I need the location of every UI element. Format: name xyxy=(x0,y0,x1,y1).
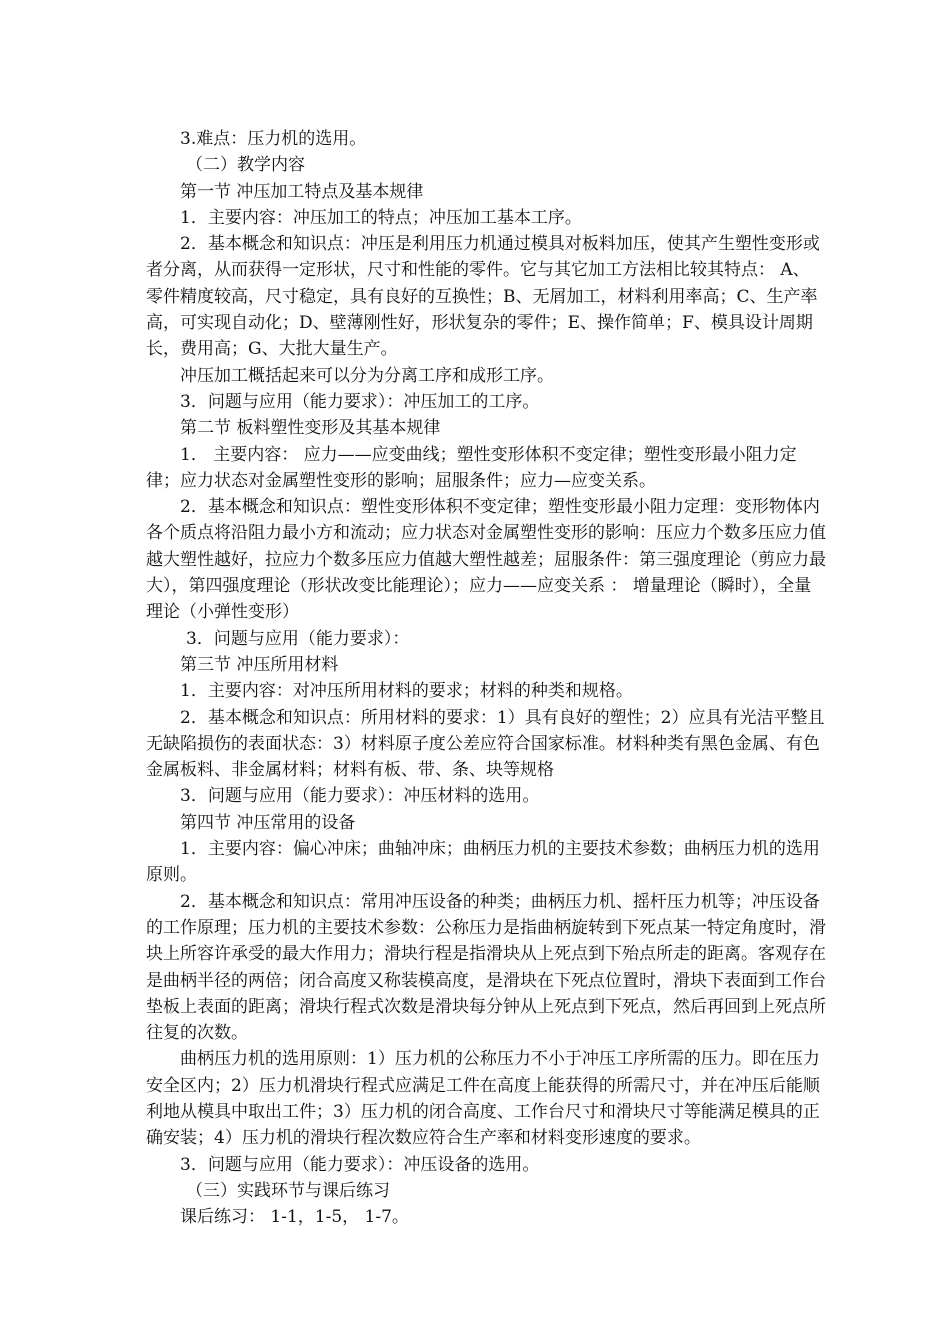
paragraph: 2．基本概念和知识点：所用材料的要求：1）具有良好的塑性；2）应具有光洁平整且无缺陷损伤的表面状态：3）材料原子度公差应符合国家标准。材料种类有黑色金属、有色金属板料、非金属材料；材料有板、带、条、块等规格 xyxy=(146,707,825,781)
paragraph: 3．问题与应用（能力要求）：冲压设备的选用。 xyxy=(180,1154,540,1175)
paragraph: 1．主要内容：冲压加工的特点；冲压加工基本工序。 xyxy=(180,207,582,228)
paragraph: 2．基本概念和知识点：常用冲压设备的种类；曲柄压力机、摇杆压力机等；冲压设备的工作原理；压力机的主要技术参数：公称压力是指曲柄旋转到下死点某一特定角度时，滑块上所容许承受的最大作用力；滑块行程是指滑块从上死点到下殆点所走的距离。客观存在是曲柄半径的两倍；闭合高度又称装模高度，是滑块在下死点位置时，滑块下表面到工作台垫板上表面的距离；滑块行程式次数是滑块每分钟从上死点到下死点，然后再回到上死点所往复的次数。 xyxy=(146,891,826,1044)
document-body xyxy=(146,126,826,1230)
paragraph: 2．基本概念和知识点：冲压是利用压力机通过模具对板料加压，使其产生塑性变形或者分离，从而获得一定形状，尺寸和性能的零件。它与其它加工方法相比较其特点： A、零件精度较高，尺寸稳定，具有良好的互换性；B、无屑加工，材料利用率高；C、生产率高，可实现自动化；D、壁薄刚性好，形状复杂的零件；E、操作简单；F、模具设计周期长，费用高；G、大批大量生产。 xyxy=(146,234,820,360)
section-heading-practice: （三）实践环节与课后练习 xyxy=(186,1180,390,1201)
paragraph: 1． 主要内容： 应力——应变曲线；塑性变形体积不变定律；塑性变形最小阻力定律；应力状态对金属塑性变形的影响；屈服条件；应力—应变关系。 xyxy=(146,444,797,491)
chapter-heading-3: 第三节 冲压所用材料 xyxy=(180,654,339,675)
section-heading-teaching-content: （二）教学内容 xyxy=(186,155,305,176)
paragraph: 3．问题与应用（能力要求）：冲压材料的选用。 xyxy=(180,786,540,807)
paragraph: 3．问题与应用（能力要求）：冲压加工的工序。 xyxy=(180,391,540,412)
chapter-heading-1: 第一节 冲压加工特点及基本规律 xyxy=(180,181,424,202)
paragraph: 2．基本概念和知识点：塑性变形体积不变定律；塑性变形最小阻力定理：变形物体内各个质点将沿阻力最小方和流动；应力状态对金属塑性变形的影响：压应力个数多压应力值越大塑性越好，拉应力个数多压应力值越大塑性越差；屈服条件：第三强度理论（剪应力最大），第四强度理论（形状改变比能理论）；应力——应变关系 ： 增量理论（瞬时），全量理论（小弹性变形） xyxy=(146,497,826,623)
paragraph: 1．主要内容：对冲压所用材料的要求；材料的种类和规格。 xyxy=(180,681,633,702)
paragraph: 曲柄压力机的选用原则：1）压力机的公称压力不小于冲压工序所需的压力。即在压力安全区内；2）压力机滑块行程式应满足工件在高度上能获得的所需尺寸，并在冲压后能顺利地从模具中取出工件；3）压力机的闭合高度、工作台尺寸和滑块尺寸等能满足模具的正确安装；4）压力机的滑块行程次数应符合生产率和材料变形速度的要求。 xyxy=(146,1049,820,1149)
paragraph: 1．主要内容：偏心冲床；曲轴冲床；曲柄压力机的主要技术参数；曲柄压力机的选用原则。 xyxy=(146,839,820,886)
paragraph: 3．问题与应用（能力要求）： xyxy=(186,628,410,649)
difficulty-line: 3.难点：压力机的选用。 xyxy=(180,129,367,149)
paragraph: 冲压加工概括起来可以分为分离工序和成形工序。 xyxy=(180,365,554,386)
chapter-heading-4: 第四节 冲压常用的设备 xyxy=(180,812,356,833)
homework-line: 课后练习： 1-1，1-5， 1-7。 xyxy=(180,1207,409,1228)
chapter-heading-2: 第二节 板料塑性变形及其基本规律 xyxy=(180,418,441,439)
